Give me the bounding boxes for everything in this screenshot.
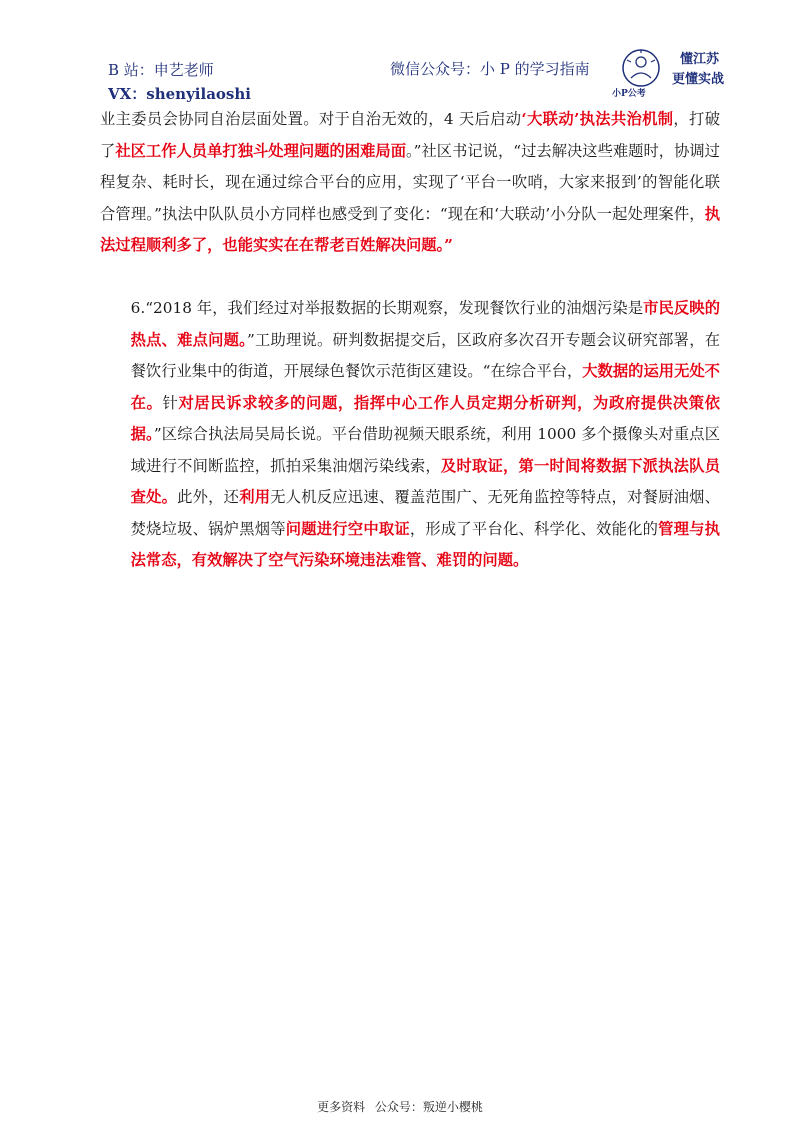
p2-text-7: ，形成了平台化、科学化、效能化的 (409, 519, 659, 538)
logo-text: 小P公考 (612, 89, 646, 99)
page-footer (0, 1098, 800, 1115)
brand-line-1: 懂江苏 (680, 52, 720, 67)
paragraph-1 (100, 104, 720, 262)
p2-text-4: ”区综合执法局吴局长说。平台借助视频天眼系统，利用 1000 多个摄像头对重点区域进行不间断监控，抓拍采集油烟污染线索， (130, 425, 720, 475)
p1-text-3: 。”社区书记说，“过去解决这些难题时，协调过程复杂、耗时长，现在通过综合平台的应用，实现了‘平台一吹哨，大家来报到’的智能化联合管理。”执法中队队员小方同样也感受到了变化：“现在和‘大联动’小分队一起处理案件， (100, 141, 720, 223)
footer-more: 更多资料 (317, 1100, 366, 1114)
p2-highlight-4: 及时取证，第一时间将数据下派执法队员查处。 (130, 456, 720, 506)
p2-highlight-1: 市民反映的热点、难点问题。 (130, 299, 720, 349)
p2-highlight-6: 问题进行空中取证 (285, 519, 410, 538)
bilibili-label: B 站：申艺老师 (108, 61, 214, 79)
p1-highlight-1: ‘大联动’执法共治机制 (521, 110, 674, 128)
p1-text-1: 业主委员会协同自治层面处置。对于自治无效的，4 天后启动 (100, 110, 522, 128)
p2-highlight-3: 对居民诉求较多的问题，指挥中心工作人员定期分析研判，为政府提供决策依据。 (130, 393, 720, 443)
p2-text-3: 针 (162, 393, 179, 412)
paragraph-2 (100, 293, 720, 577)
document-body (100, 104, 720, 577)
page-header (0, 0, 800, 103)
p2-highlight-2: 大数据的运用无处不在。 (130, 362, 720, 412)
brand-slogan (672, 50, 724, 90)
header-left (108, 58, 251, 106)
p2-text-5: 此外，还 (177, 488, 240, 506)
p2-highlight-7: 管理与执法常态，有效解决了空气污染环境违法难管、难罚的问题。 (130, 519, 720, 569)
p2-highlight-5: 利用 (239, 488, 271, 506)
vx-label: VX：shenyilaoshi (108, 85, 251, 103)
footer-account: 公众号：叛逆小樱桃 (374, 1100, 483, 1114)
p1-highlight-3: 执法过程顺利多了，也能实实在在帮老百姓解决问题。” (100, 204, 720, 254)
p1-highlight-2: 社区工作人员单打独斗处理问题的困难局面 (115, 141, 406, 160)
p1-text-2: ，打破了 (100, 110, 720, 160)
p2-text-6: 无人机反应迅速、覆盖范围广、无死角监控等特点，对餐厨油烟、焚烧垃圾、锅炉黑烟等 (130, 488, 720, 538)
p2-text-2: ”工助理说。研判数据提交后，区政府多次召开专题会议研究部署，在餐饮行业集中的街道，开展绿色餐饮示范街区建设。“在综合平台， (130, 330, 720, 380)
brand-line-2: 更懂实战 (672, 72, 725, 87)
p2-text-1: 6.“2018 年，我们经过对举报数据的长期观察，发现餐饮行业的油烟污染是 (130, 299, 644, 317)
wechat-label: 微信公众号：小 P 的学习指南 (390, 60, 590, 78)
